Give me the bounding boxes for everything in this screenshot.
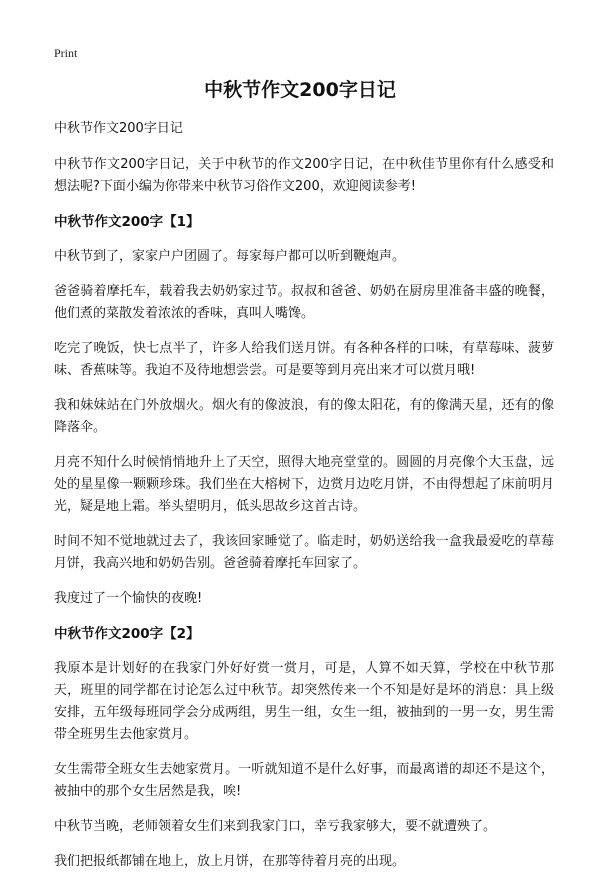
paragraph: 我们把报纸都铺在地上，放上月饼，在那等待着月亮的出现。 xyxy=(54,854,406,869)
article-summary: 中秋节作文200字日记，关于中秋节的作文200字日记，在中秋佳节里你有什么感受和想法呢?下面小编为你带来中秋节习俗作文200，欢迎阅读参考! xyxy=(54,157,554,194)
article-subtitle: 中秋节作文200字日记 xyxy=(54,121,183,136)
article-body xyxy=(54,118,554,886)
paragraph: 月亮不知什么时候悄悄地升上了天空，照得大地亮堂堂的。圆圆的月亮像个大玉盘，远处的星星像一颗颗珍珠。我们坐在大榕树下，边赏月边吃月饼，不由得想起了床前明月光，疑是地上霜。举头望明月，低头思故乡这首古诗。 xyxy=(54,455,554,514)
paragraph: 我原本是计划好的在我家门外好好赏一赏月，可是，人算不如天算，学校在中秋节那天，班里的同学都在讨论怎么过中秋节。却突然传来一个不知是好是坏的消息：具上级安排，五年级每班同学会分成两组，男生一组，女生一组，被抽到的一男一女，男生需带全班男生去他家赏月。 xyxy=(54,661,554,742)
paragraph: 中秋节当晚，老师领着女生们来到我家门口，幸亏我家够大，要不就遭殃了。 xyxy=(54,819,497,834)
paragraph: 中秋节到了，家家户户团圆了。每家每户都可以听到鞭炮声。 xyxy=(54,249,406,264)
paragraph: 我和妹妹站在门外放烟火。烟火有的像波浪，有的像太阳花，有的像满天星，还有的像降落伞。 xyxy=(54,398,554,435)
print-link[interactable]: Print xyxy=(54,46,78,60)
paragraph: 吃完了晚饭，快七点半了，许多人给我们送月饼。有各种各样的口味，有草莓味、菠萝味、香蕉味等。我迫不及待地想尝尝。可是要等到月亮出来才可以赏月哦! xyxy=(54,341,554,378)
page-title: 中秋节作文200字日记 xyxy=(204,79,396,101)
paragraph: 女生需带全班女生去她家赏月。一听就知道不是什么好事，而最离谱的却还不是这个，被抽中的那个女生居然是我，唉! xyxy=(54,762,554,799)
paragraph: 时间不知不觉地就过去了，我该回家睡觉了。临走时，奶奶送给我一盒我最爱吃的草莓月饼，我高兴地和奶奶告别。爸爸骑着摩托车回家了。 xyxy=(54,534,554,571)
paragraph: 我度过了一个愉快的夜晚! xyxy=(54,591,203,606)
paragraph: 爸爸骑着摩托车，载着我去奶奶家过节。叔叔和爸爸、奶奶在厨房里准备丰盛的晚餐，他们煮的菜散发着浓浓的香味，真叫人嘴馋。 xyxy=(54,284,554,321)
section-heading: 中秋节作文200字【1】 xyxy=(54,214,200,230)
section-heading: 中秋节作文200字【2】 xyxy=(54,626,200,642)
